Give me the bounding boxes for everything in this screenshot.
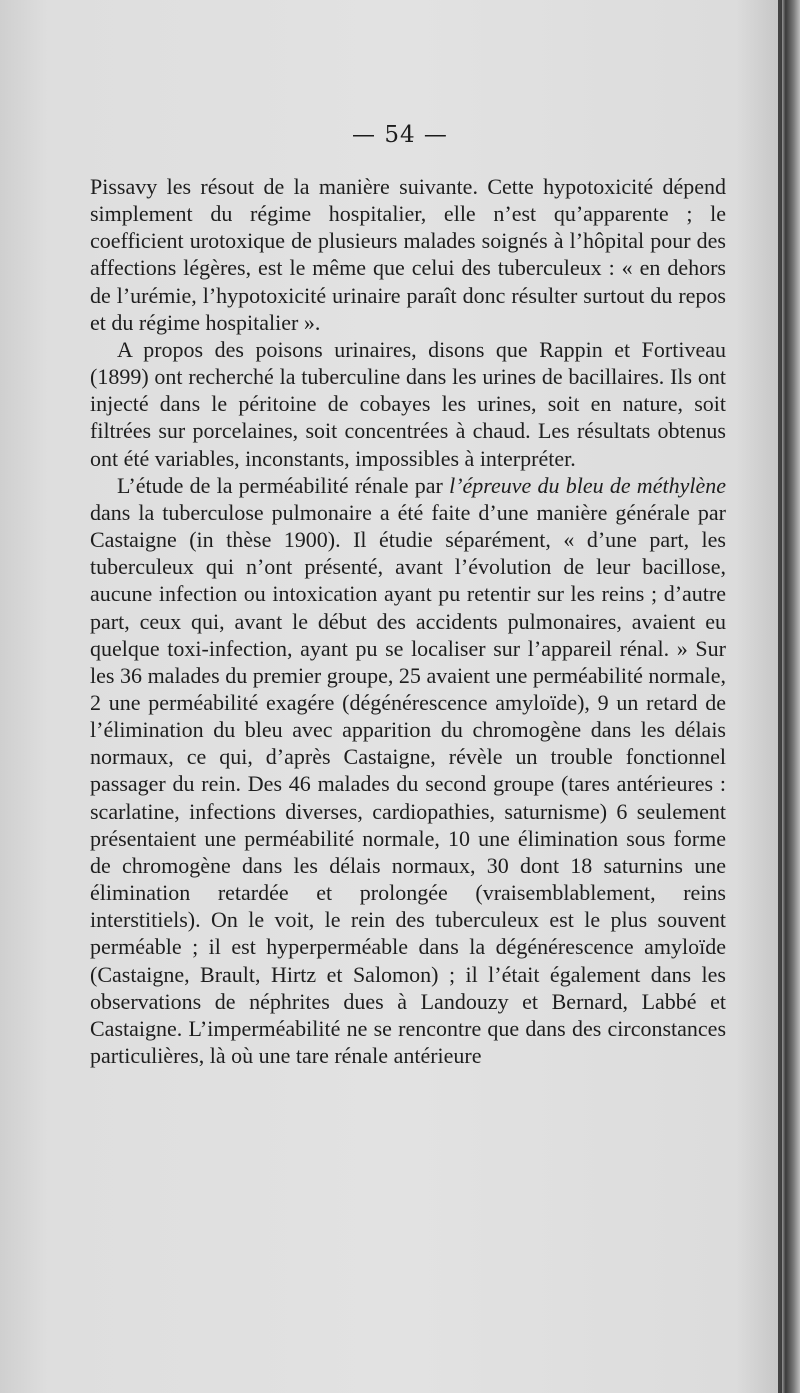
paragraph-2: A propos des poisons urinaires, disons que Rappin et Fortiveau (1899) ont recherché la tuberculine dans les urines de bacillaires. Ils ont injecté dans le péritoine de cobayes les urines, soit en nature, soit filtrées sur porcelaines, soit concentrées à chaud. Les résultats obtenus ont été variables, inconstants, impossibles à interpréter. — [90, 336, 726, 471]
paragraph-3-lead: L’étude de la perméabilité rénale par — [117, 472, 450, 498]
paragraph-1: Pissavy les résout de la manière suivante. Cette hypotoxicité dépend simplement du régime hospitalier, elle n’est qu’apparente ; le coefficient urotoxique de plusieurs malades soignés à l’hôpital pour des affections légères, est le même que celui des tuberculeux : « en dehors de l’urémie, l’hypotoxicité urinaire paraît donc résulter surtout du repos et du régime hospitalier ». — [90, 174, 726, 335]
page-number: — 54 — — [352, 122, 448, 148]
paragraph-3-rest: dans la tuberculose pulmonaire a été faite d’une manière générale par Castaigne (in thèse 1900). Il étudie séparément, « d’une part, les tuberculeux qui n’ont présenté, avant l’évolution de leur bacillose, aucune infection ou intoxication ayant pu retentir sur les reins ; d’autre part, ceux qui, avant le début des accidents pulmonaires, avaient eu quelque toxi-infection, ayant pu se localiser sur l’appareil rénal. » Sur les 36 malades du premier groupe, 25 avaient une perméabilité normale, 2 une perméabilité exagére (dégénérescence amyloïde), 9 un retard de l’élimination du bleu avec apparition du chromogène dans les délais normaux, ce qui, d’après Castaigne, révèle un trouble fonctionnel passager du rein. Des 46 malades du second groupe (tares antérieures : scarlatine, infections diverses, cardiopathies, saturnisme) 6 seulement présentaient une perméabilité normale, 10 une élimination sous forme de chromogène dans les délais normaux, 30 dont 18 saturnins une élimination retardée et prolongée (vraisemblablement, reins interstitiels). On le voit, le rein des tuberculeux est le plus souvent perméable ; il est hyperperméable dans la dégénérescence amyloïde (Castaigne, Brault, Hirtz et Salomon) ; il l’était également dans les observations de néphrites dues à Landouzy et Bernard, Labbé et Castaigne. L’imperméabilité ne se rencontre que dans des circonstances particulières, là où une tare rénale antérieure — [90, 499, 726, 1068]
paragraph-3-italic-term: l’épreuve du bleu de méthylène — [449, 472, 726, 498]
body-text — [90, 173, 726, 1069]
paragraph-3 — [90, 472, 726, 1069]
book-gutter-edge — [778, 0, 782, 1393]
